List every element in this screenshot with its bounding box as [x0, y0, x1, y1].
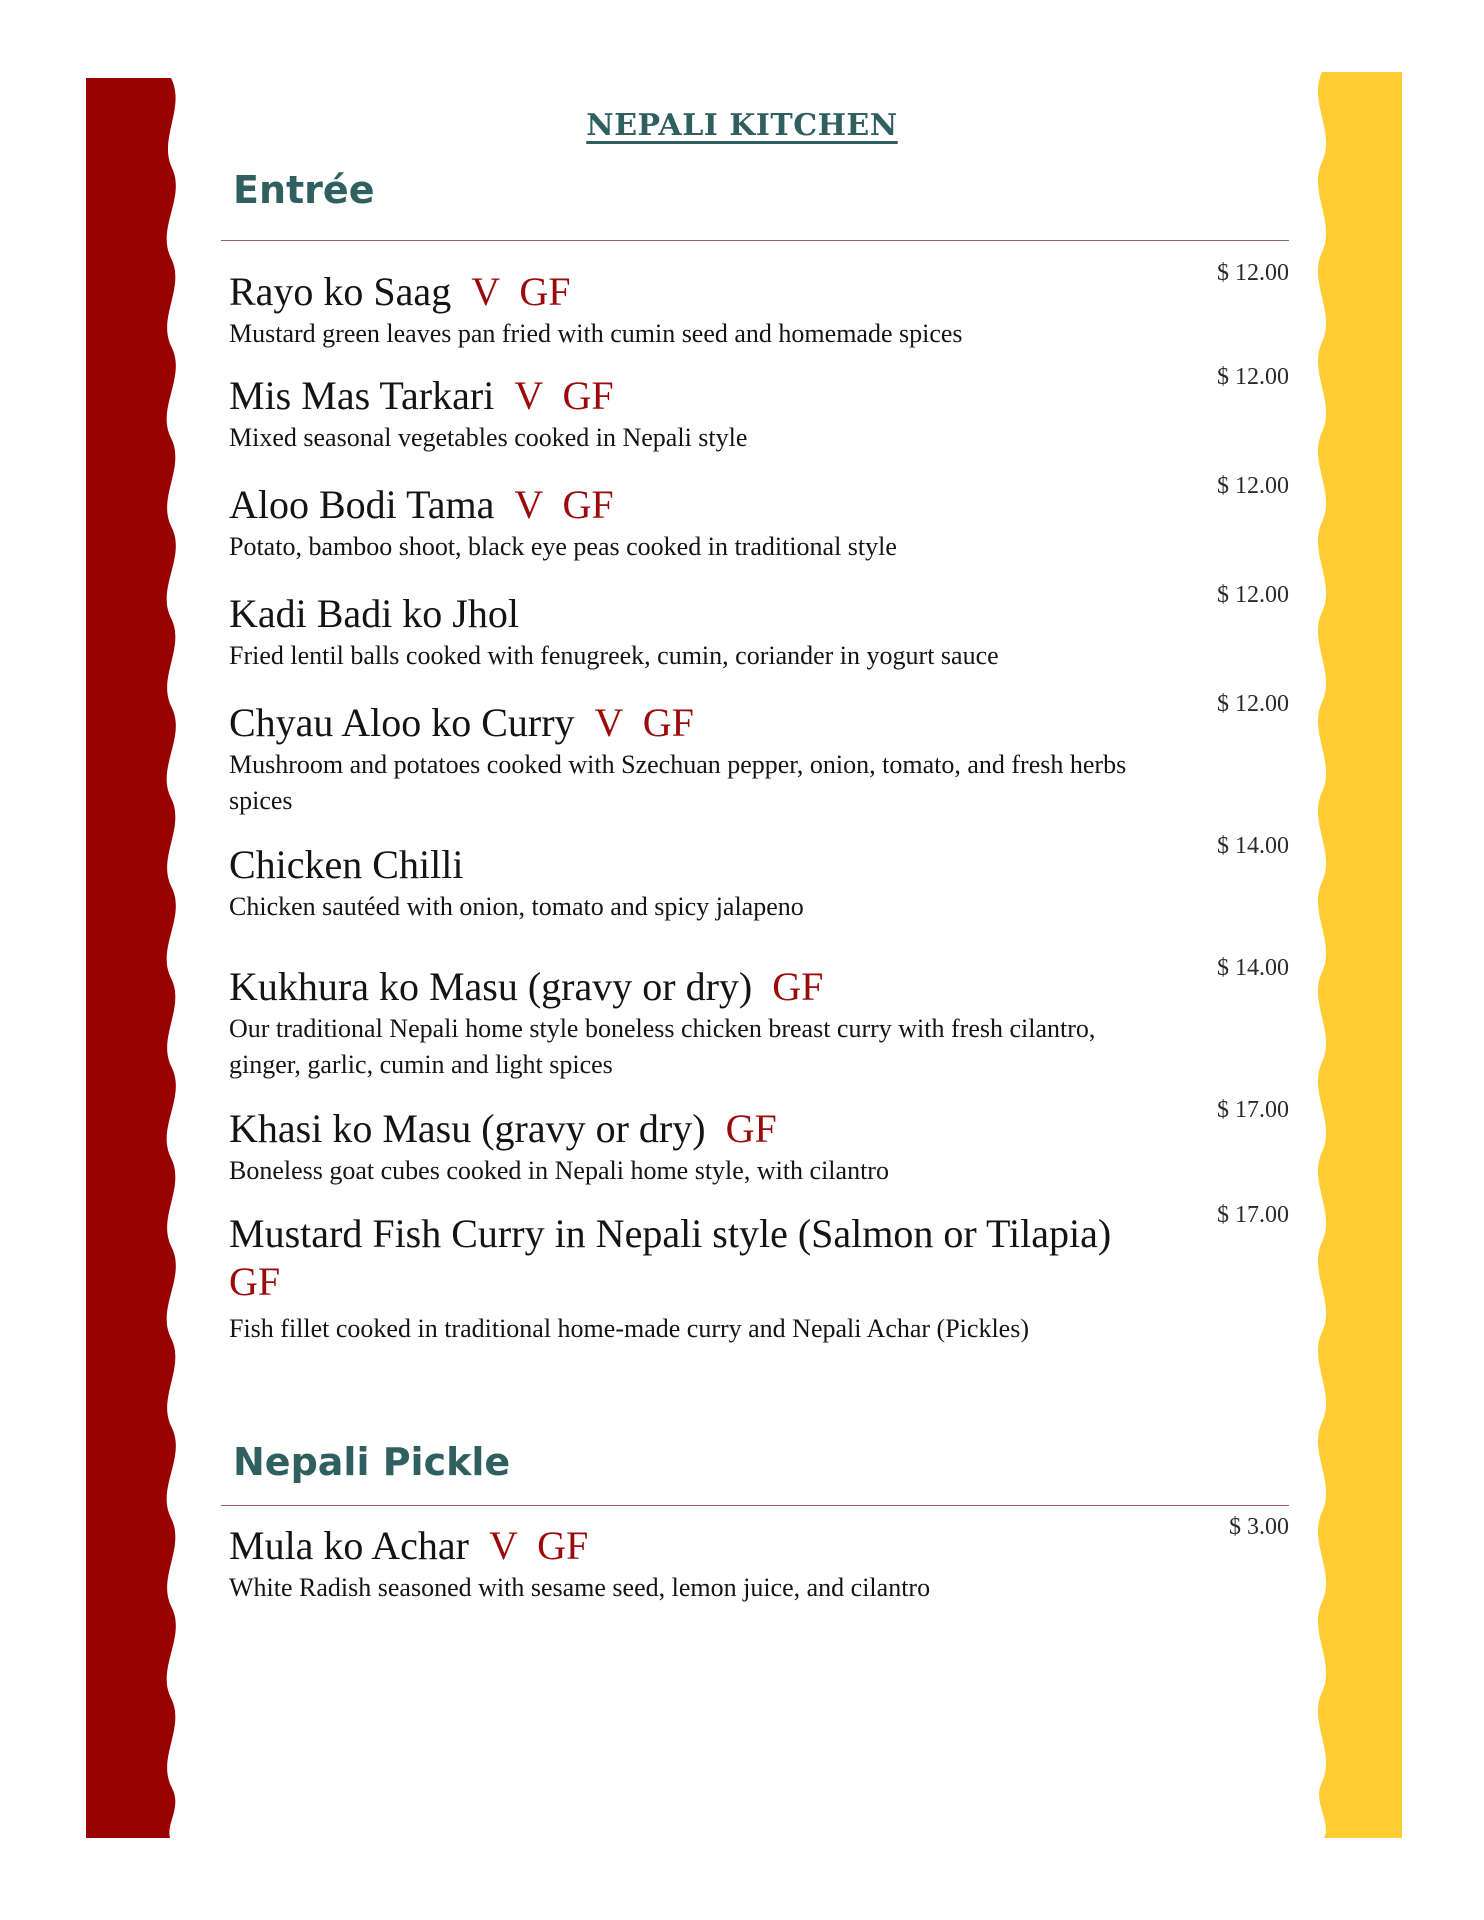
item-name: Chicken Chilli: [229, 842, 464, 887]
menu-item: [229, 364, 1289, 456]
left-red-band: [86, 78, 178, 1838]
item-description: Chicken sautéed with onion, tomato and spicy jalapeno: [229, 892, 804, 921]
diet-tags: V GF: [514, 373, 614, 418]
item-description: Fish fillet cooked in traditional home-made curry and Nepali Achar (Pickles): [229, 1314, 1029, 1343]
item-price: $ 12.00: [1217, 473, 1289, 499]
right-yellow-band: [1310, 72, 1402, 1838]
section-title-nepali-pickle: Nepali Pickle: [233, 1440, 511, 1484]
diet-tags: V GF: [514, 482, 614, 527]
item-name: Chyau Aloo ko Curry: [229, 700, 575, 745]
menu-item: [229, 582, 1289, 674]
item-description: Potato, bamboo shoot, black eye peas cooked in traditional style: [229, 532, 897, 561]
item-price: $ 12.00: [1217, 691, 1289, 717]
diet-tags: GF: [725, 1106, 777, 1151]
item-name: Kukhura ko Masu (gravy or dry): [229, 964, 753, 1009]
item-price: $ 3.00: [1229, 1514, 1289, 1540]
item-price: $ 17.00: [1217, 1097, 1289, 1123]
menu-item: [229, 833, 1289, 925]
item-name: Mula ko Achar: [229, 1523, 469, 1568]
menu-item: [229, 473, 1289, 565]
item-name: Mustard Fish Curry in Nepali style (Salmon or Tilapia): [229, 1211, 1112, 1256]
item-name: Rayo ko Saag: [229, 269, 452, 314]
item-name: Aloo Bodi Tama: [229, 482, 495, 527]
item-description: Boneless goat cubes cooked in Nepali home style, with cilantro: [229, 1156, 889, 1185]
item-description: Fried lentil balls cooked with fenugreek, cumin, coriander in yogurt sauce: [229, 641, 999, 670]
menu-item: [229, 260, 1289, 352]
item-description: White Radish seasoned with sesame seed, lemon juice, and cilantro: [229, 1573, 931, 1602]
diet-tags: GF: [229, 1259, 281, 1304]
menu-item: [229, 1514, 1289, 1606]
item-description: Mushroom and potatoes cooked with Szechuan pepper, onion, tomato, and fresh herbs spices: [229, 750, 1127, 815]
item-price: $ 12.00: [1217, 582, 1289, 608]
menu-item: [229, 1202, 1289, 1348]
item-name: Mis Mas Tarkari: [229, 373, 495, 418]
section-title-entree: Entrée: [233, 168, 375, 212]
item-description: Our traditional Nepali home style boneless chicken breast curry with fresh cilantro, ginger, garlic, cumin and light spices: [229, 1014, 1096, 1079]
item-name: Khasi ko Masu (gravy or dry): [229, 1106, 706, 1151]
diet-tags: GF: [772, 964, 824, 1009]
item-price: $ 14.00: [1217, 955, 1289, 981]
menu-title: NEPALI KITCHEN: [586, 108, 898, 143]
menu-item: [229, 691, 1289, 819]
diet-tags: V GF: [471, 269, 571, 314]
item-description: Mixed seasonal vegetables cooked in Nepali style: [229, 423, 748, 452]
diet-tags: V GF: [488, 1523, 589, 1568]
item-description: Mustard green leaves pan fried with cumin seed and homemade spices: [229, 319, 963, 348]
diet-tags: V GF: [594, 700, 694, 745]
section-divider: [221, 1505, 1289, 1506]
item-price: $ 14.00: [1217, 833, 1289, 859]
item-price: $ 12.00: [1217, 364, 1289, 390]
menu-item: [229, 955, 1289, 1083]
menu-item: [229, 1097, 1289, 1189]
item-name: Kadi Badi ko Jhol: [229, 591, 519, 636]
section-divider: [221, 240, 1289, 241]
item-price: $ 12.00: [1217, 260, 1289, 286]
item-price: $ 17.00: [1217, 1202, 1289, 1228]
